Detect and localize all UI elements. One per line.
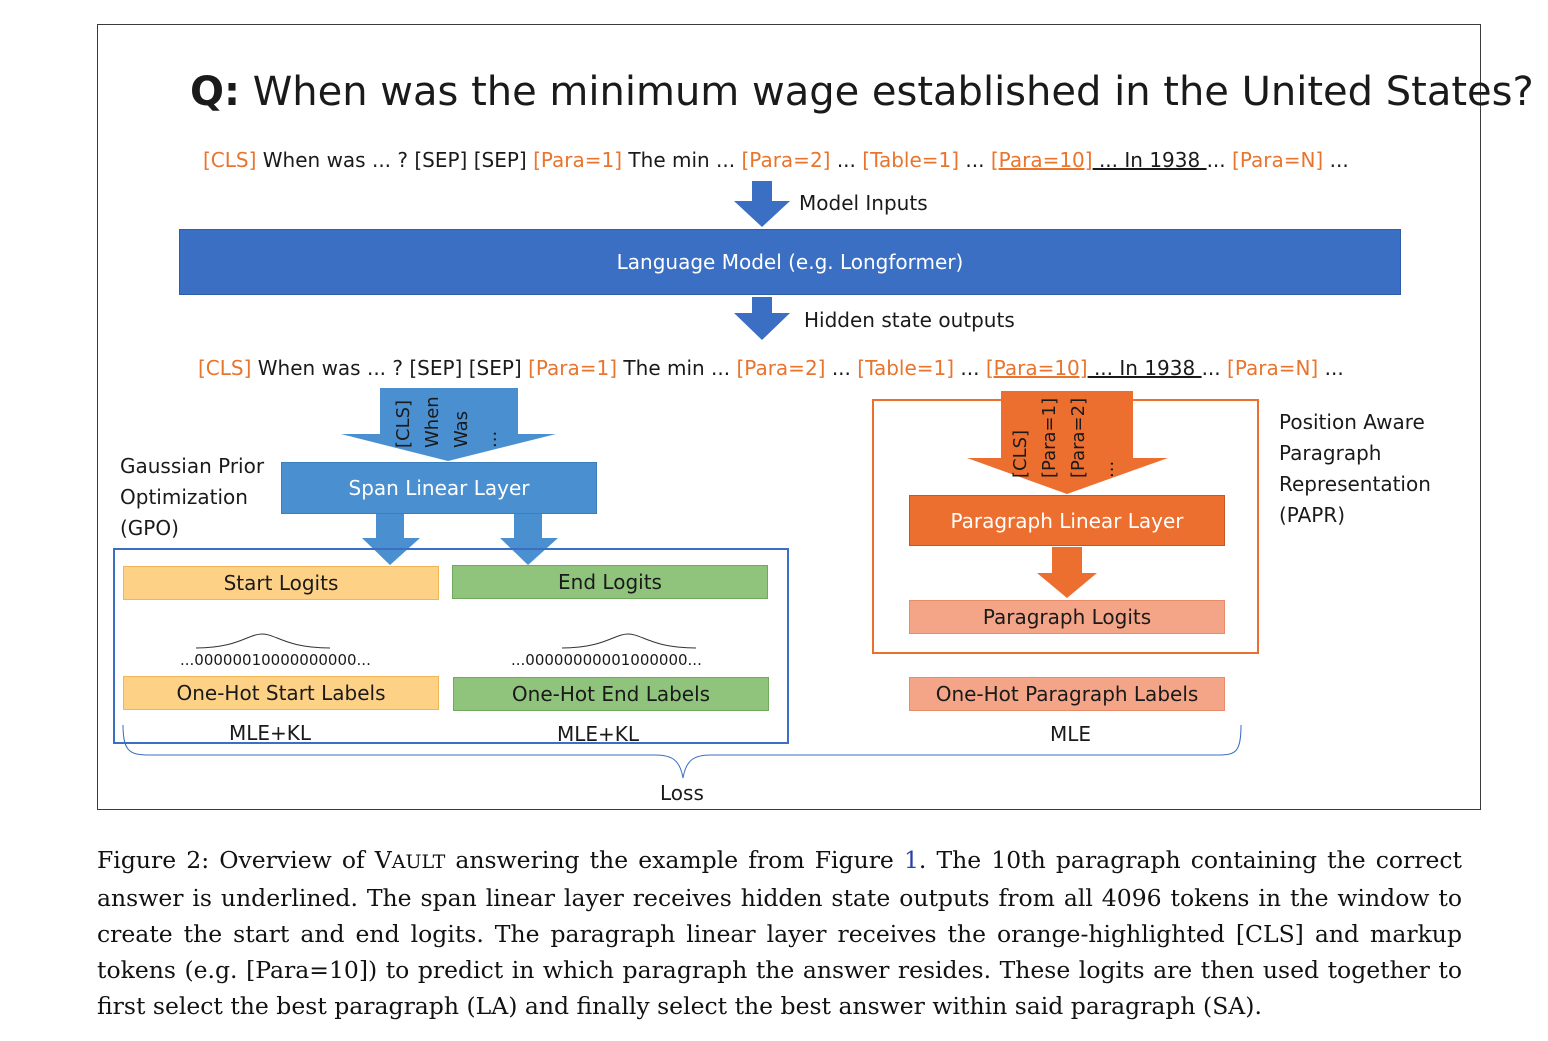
question-text: When was the minimum wage established in the United States? <box>240 69 1534 115</box>
token-segment: ... <box>1206 148 1233 172</box>
token-segment: [CLS] <box>203 148 257 172</box>
start-digits: ...00000010000000000... <box>180 651 371 669</box>
token-segment: [Table=1] <box>857 356 955 380</box>
caption-after-name: answering the example from Figure <box>445 846 904 874</box>
hidden-state-label: Hidden state outputs <box>804 308 1015 332</box>
paragraph-labels-box: One-Hot Paragraph Labels <box>909 677 1225 711</box>
gpo-label-line-1: Gaussian Prior <box>120 454 265 478</box>
gpo-label-line-3: (GPO) <box>120 516 179 540</box>
figure-caption <box>97 842 1462 1024</box>
span-linear-layer-box: Span Linear Layer <box>281 462 597 514</box>
arrow-token: [Para=2] <box>1068 397 1089 478</box>
arrow-token: [CLS] <box>1010 429 1031 478</box>
end-loss-label: MLE+KL <box>557 722 640 746</box>
span-input-arrow <box>341 388 556 461</box>
start-labels-box: One-Hot Start Labels <box>123 676 439 710</box>
caption-name-rest: AULT <box>391 851 446 873</box>
token-segment: When was ... ? [SEP] [SEP] <box>251 356 529 380</box>
paragraph-logits-box: Paragraph Logits <box>909 600 1225 634</box>
token-segment: [CLS] <box>198 356 252 380</box>
token-segment: ... <box>1201 356 1228 380</box>
question-prefix: Q: <box>190 69 240 115</box>
token-segment: ... <box>830 148 863 172</box>
span-to-start-arrow <box>362 514 420 565</box>
end-logits-box: End Logits <box>452 565 768 599</box>
start-loss-label: MLE+KL <box>229 721 312 745</box>
token-segment: ... In 1938 <box>1092 148 1207 172</box>
token-segment: The min ... <box>622 148 742 172</box>
token-segment: [Para=10] <box>990 148 1093 172</box>
arrow-token: ... <box>1097 460 1118 478</box>
token-segment: [Para=10] <box>985 356 1088 380</box>
caption-lead: Figure 2: Overview of <box>97 846 375 874</box>
hidden-state-arrow <box>734 297 790 340</box>
token-segment: [Para=N] <box>1232 148 1324 172</box>
start-logits-box: Start Logits <box>123 566 439 600</box>
papr-label-line-4: (PAPR) <box>1279 503 1346 527</box>
gpo-label-line-2: Optimization <box>120 485 248 509</box>
model-inputs-arrow <box>734 181 790 227</box>
token-segment: ... <box>1318 356 1344 380</box>
loss-label: Loss <box>660 781 704 805</box>
token-segment: ... <box>954 356 986 380</box>
token-segment: ... In 1938 <box>1087 356 1202 380</box>
caption-body: . The 10th paragraph containing the correct answer is underlined. The span linear layer receives hidden state outputs from all 4096 tokens in the window to create the start and end logits. The paragraph linear layer receives the orange-highlighted [CLS] and markup tokens (e.g. [Para=10]) to predict in which paragraph the answer resides. These logits are then used together to first select the best paragraph (LA) and finally select the best answer within said paragraph (SA). <box>97 846 1462 1020</box>
token-segment: ... <box>825 356 858 380</box>
caption-figure-ref[interactable]: 1 <box>903 846 919 874</box>
language-model-box: Language Model (e.g. Longformer) <box>179 229 1401 295</box>
span-to-end-arrow <box>500 514 558 565</box>
arrow-token: [Para=1] <box>1039 397 1060 478</box>
papr-label-line-1: Position Aware <box>1279 410 1425 434</box>
arrow-token: When <box>422 396 443 448</box>
gpo-label <box>120 451 264 544</box>
end-digits: ...00000000001000000... <box>511 651 702 669</box>
paragraph-linear-layer-box: Paragraph Linear Layer <box>909 495 1225 546</box>
end-gaussian-curve <box>562 634 696 648</box>
caption-name-v: V <box>374 846 392 874</box>
token-segment: [Para=2] <box>736 356 826 380</box>
papr-label-line-2: Paragraph <box>1279 441 1382 465</box>
paragraph-loss-label: MLE <box>1050 722 1092 746</box>
token-segment: The min ... <box>617 356 737 380</box>
token-segment: [Para=N] <box>1227 356 1319 380</box>
token-segment: ... <box>959 148 991 172</box>
model-inputs-label: Model Inputs <box>799 191 928 215</box>
paragraph-to-logits-arrow <box>1037 547 1097 598</box>
token-segment: ... <box>1323 148 1349 172</box>
end-labels-box: One-Hot End Labels <box>453 677 769 711</box>
token-segment: When was ... ? [SEP] [SEP] <box>256 148 534 172</box>
papr-label-line-3: Representation <box>1279 472 1431 496</box>
start-gaussian-curve <box>196 634 330 648</box>
papr-label <box>1279 407 1431 531</box>
arrow-token: [CLS] <box>393 399 414 448</box>
caption-name <box>375 846 445 874</box>
token-segment: [Table=1] <box>862 148 960 172</box>
token-segment: [Para=1] <box>528 356 618 380</box>
token-segment: [Para=1] <box>533 148 623 172</box>
token-segment: [Para=2] <box>741 148 831 172</box>
arrow-token: Was <box>451 410 472 448</box>
arrow-token: ... <box>480 430 501 448</box>
